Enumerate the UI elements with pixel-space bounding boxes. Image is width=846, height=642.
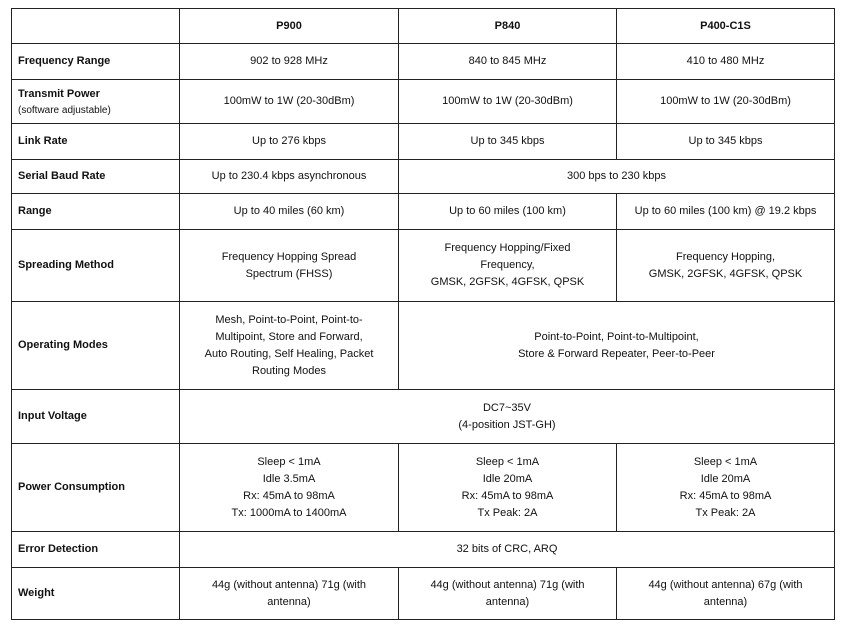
text-line: Multipoint, Store and Forward, bbox=[215, 330, 363, 343]
text-line: antenna) bbox=[703, 595, 748, 608]
cell-p400-power: 100mW to 1W (20-30dBm) bbox=[617, 80, 835, 124]
text-line: DC7~35V bbox=[482, 401, 531, 414]
text-line: Point-to-Point, Point-to-Multipoint, bbox=[534, 330, 699, 343]
text-line: antenna) bbox=[267, 595, 311, 608]
cell-p840-weight bbox=[399, 568, 617, 620]
cell-all-voltage bbox=[180, 390, 835, 444]
cell-p400-weight bbox=[617, 568, 835, 620]
cell-p900-baud: Up to 230.4 kbps asynchronous bbox=[180, 160, 399, 194]
row-input-voltage bbox=[12, 390, 835, 444]
label-input-voltage: Input Voltage bbox=[12, 390, 180, 444]
cell-p900-consumption bbox=[180, 444, 399, 532]
text-line: Spectrum (FHSS) bbox=[245, 267, 333, 280]
text-line: (4-position JST-GH) bbox=[458, 418, 556, 431]
row-transmit-power bbox=[12, 80, 835, 124]
cell-p840-p400-modes bbox=[399, 302, 835, 390]
label-link-rate: Link Rate bbox=[12, 124, 180, 160]
label-weight: Weight bbox=[12, 568, 180, 620]
cell-p400-link: Up to 345 kbps bbox=[617, 124, 835, 160]
text-line: Idle 3.5mA bbox=[262, 472, 316, 485]
text-line: 44g (without antenna) 71g (with bbox=[211, 578, 367, 591]
text-line: Idle 20mA bbox=[700, 472, 751, 485]
header-p840: P840 bbox=[399, 9, 617, 44]
row-baud-rate bbox=[12, 160, 835, 194]
label-frequency: Frequency Range bbox=[12, 44, 180, 80]
cell-p400-range: Up to 60 miles (100 km) @ 19.2 kbps bbox=[617, 194, 835, 230]
text-line: Auto Routing, Self Healing, Packet bbox=[204, 347, 374, 360]
cell-all-error: 32 bits of CRC, ARQ bbox=[180, 532, 835, 568]
text-line: Rx: 45mA to 98mA bbox=[243, 489, 335, 502]
text-line: Sleep < 1mA bbox=[475, 455, 540, 468]
row-spreading bbox=[12, 230, 835, 302]
header-p900: P900 bbox=[180, 9, 399, 44]
row-error-detection bbox=[12, 532, 835, 568]
label-range: Range bbox=[12, 194, 180, 230]
text-line: Rx: 45mA to 98mA bbox=[679, 489, 772, 502]
text-line: Frequency Hopping, bbox=[675, 250, 776, 263]
text-line: GMSK, 2GFSK, 4GFSK, QPSK bbox=[648, 267, 803, 280]
text-line: Frequency, bbox=[480, 259, 535, 271]
spec-table bbox=[11, 8, 835, 620]
text-line: 44g (without antenna) 71g (with bbox=[430, 578, 585, 591]
text-line: Store & Forward Repeater, Peer-to-Peer bbox=[518, 347, 715, 360]
cell-p900-range: Up to 40 miles (60 km) bbox=[180, 194, 399, 230]
text-line: Tx Peak: 2A bbox=[477, 506, 538, 519]
text-line: Frequency Hopping Spread bbox=[221, 250, 357, 263]
cell-p840-spreading bbox=[399, 230, 617, 302]
text-line: Idle 20mA bbox=[482, 472, 533, 485]
cell-p900-power: 100mW to 1W (20-30dBm) bbox=[180, 80, 399, 124]
cell-p400-frequency: 410 to 480 MHz bbox=[617, 44, 835, 80]
label-baud-rate: Serial Baud Rate bbox=[12, 160, 180, 194]
cell-p900-spreading bbox=[180, 230, 399, 302]
row-frequency bbox=[12, 44, 835, 80]
label-transmit-power bbox=[12, 80, 180, 124]
cell-p900-frequency: 902 to 928 MHz bbox=[180, 44, 399, 80]
text-line: antenna) bbox=[485, 595, 530, 608]
text-line: Mesh, Point-to-Point, Point-to- bbox=[215, 313, 363, 326]
text-line: Routing Modes bbox=[252, 364, 326, 377]
label-operating-modes: Operating Modes bbox=[12, 302, 180, 390]
cell-p400-spreading bbox=[617, 230, 835, 302]
header-blank bbox=[12, 9, 180, 44]
text-line: Frequency Hopping/Fixed bbox=[444, 242, 571, 254]
cell-p840-link: Up to 345 kbps bbox=[399, 124, 617, 160]
text-line: Tx: 1000mA to 1400mA bbox=[231, 506, 347, 519]
header-p400: P400-C1S bbox=[617, 9, 835, 44]
cell-p900-modes bbox=[180, 302, 399, 390]
row-link-rate bbox=[12, 124, 835, 160]
label-error-detection: Error Detection bbox=[12, 532, 180, 568]
text-line: 44g (without antenna) 67g (with bbox=[648, 578, 803, 591]
cell-p840-p400-baud: 300 bps to 230 kbps bbox=[399, 160, 835, 194]
text-line: Rx: 45mA to 98mA bbox=[461, 489, 554, 502]
label-transmit-power-sub: (software adjustable) bbox=[18, 104, 111, 116]
cell-p840-power: 100mW to 1W (20-30dBm) bbox=[399, 80, 617, 124]
row-power-consumption bbox=[12, 444, 835, 532]
cell-p840-consumption bbox=[399, 444, 617, 532]
cell-p900-weight bbox=[180, 568, 399, 620]
cell-p840-range: Up to 60 miles (100 km) bbox=[399, 194, 617, 230]
row-weight bbox=[12, 568, 835, 620]
text-line: Sleep < 1mA bbox=[257, 455, 321, 468]
header-row bbox=[12, 9, 835, 44]
label-transmit-power-text: Transmit Power bbox=[18, 87, 100, 100]
text-line: Sleep < 1mA bbox=[693, 455, 758, 468]
cell-p900-link: Up to 276 kbps bbox=[180, 124, 399, 160]
label-power-consumption: Power Consumption bbox=[12, 444, 180, 532]
row-operating-modes bbox=[12, 302, 835, 390]
cell-p840-frequency: 840 to 845 MHz bbox=[399, 44, 617, 80]
row-range bbox=[12, 194, 835, 230]
label-spreading: Spreading Method bbox=[12, 230, 180, 302]
cell-p400-consumption bbox=[617, 444, 835, 532]
text-line: Tx Peak: 2A bbox=[695, 506, 756, 519]
text-line: GMSK, 2GFSK, 4GFSK, QPSK bbox=[430, 276, 585, 288]
